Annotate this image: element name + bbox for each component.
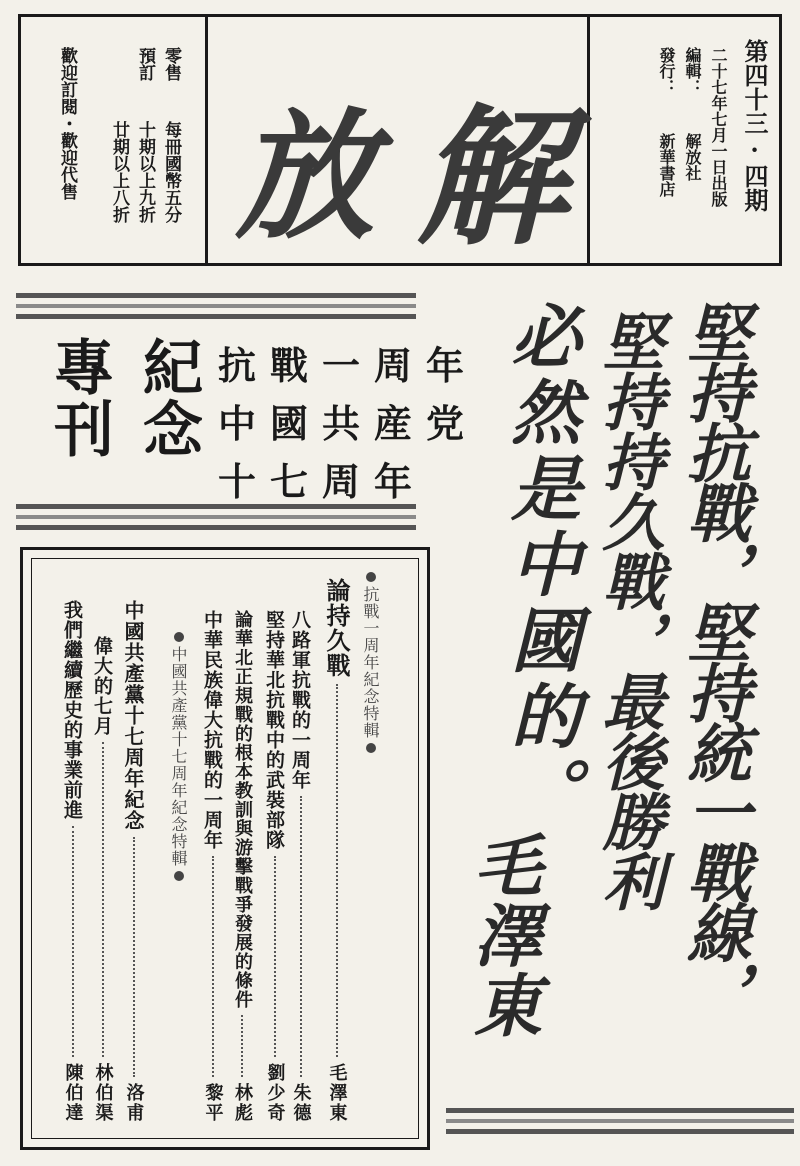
retail-label: 零售 — [161, 47, 181, 81]
calligraphy-line-2: 堅持持久戰，最後勝利 — [592, 310, 666, 910]
issue-number: 第四十三·四期 — [740, 39, 769, 212]
list-item[interactable]: 中華民族偉大抗戰的一周年 黎平 — [201, 610, 224, 1123]
list-item[interactable]: 中國共產黨十七周年紀念 洛甫 — [121, 600, 145, 1123]
calligraphy-line-1: 堅持抗戰，堅持統一戰線， — [676, 300, 752, 1020]
section-title: 抗戰一周年紀念特輯 — [361, 586, 380, 739]
subscribe-tier-1: 十期以上九折 — [135, 121, 155, 223]
banner-line-3: 十七周年 — [218, 460, 427, 504]
calligraphy-line-3: 必然是中國的。 — [499, 300, 583, 832]
subscribe-tier-2: 廿期以上八折 — [109, 121, 129, 223]
stripe — [16, 515, 416, 519]
bullet-icon — [174, 871, 184, 881]
banner-line-1: 抗戰一周年 — [218, 344, 479, 388]
bullet-icon — [366, 572, 376, 582]
list-item[interactable]: 偉大的七月 林伯渠 — [91, 636, 114, 1123]
stripe — [16, 314, 416, 319]
subscribe-label: 預訂 — [135, 47, 155, 81]
banner-title-1: 紀念 — [133, 336, 203, 460]
title-char-1: 解 — [417, 90, 568, 266]
welcome-text: 歡迎訂閱・歡迎代售 — [57, 47, 77, 200]
stripe — [16, 304, 416, 308]
section-header — [167, 632, 190, 881]
list-item[interactable]: 我們繼續歷史的事業前進 陳伯達 — [61, 600, 84, 1123]
section-title: 中國共產黨十七周年紀念特輯 — [169, 646, 188, 867]
bullet-icon — [366, 743, 376, 753]
banner-line-2: 中國共産党 — [218, 402, 479, 446]
masthead — [18, 14, 782, 266]
editor-label: 編輯： — [683, 47, 702, 95]
retail-price: 每冊國幣五分 — [161, 121, 181, 223]
list-item[interactable]: 論華北正規戰的根本教訓與游擊戰爭發展的條件 林彪 — [232, 610, 253, 1123]
section-header — [359, 572, 382, 753]
publisher-name: 新華書店 — [657, 133, 676, 197]
title-char-2: 放 — [235, 95, 376, 259]
publisher-label: 發行： — [657, 47, 676, 95]
stripe — [446, 1119, 794, 1123]
divider — [587, 17, 590, 263]
stripe — [446, 1108, 794, 1113]
stripe — [16, 504, 416, 509]
publish-date: 二十七年七月一日出版 — [709, 47, 728, 207]
list-item[interactable]: 堅持華北抗戰中的武裝部隊 劉少奇 — [263, 610, 286, 1123]
stripe — [446, 1129, 794, 1134]
banner-title-2: 專刊 — [44, 336, 114, 460]
table-of-contents — [20, 547, 430, 1150]
stripe — [16, 293, 416, 298]
stripe — [16, 525, 416, 530]
list-item[interactable]: 八路軍抗戰的一周年 朱德 — [289, 610, 312, 1123]
list-item[interactable]: 論持久戰 毛澤東 — [322, 578, 351, 1123]
calligraphy-signature: 毛澤東 — [462, 830, 543, 1040]
divider — [205, 17, 208, 263]
bullet-icon — [174, 632, 184, 642]
editor-name: 解放社 — [683, 133, 702, 181]
